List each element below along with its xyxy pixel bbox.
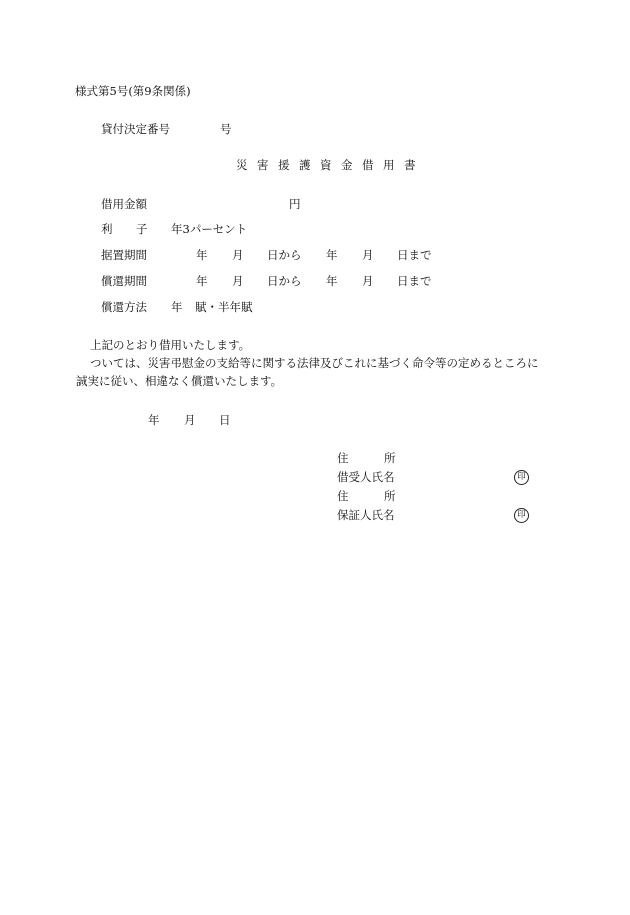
amount-label: 借用金額	[101, 197, 147, 211]
deferment-month2: 月	[362, 248, 374, 262]
decision-number-label: 貸付決定番号	[101, 122, 170, 136]
title-char: 援	[278, 158, 290, 172]
interest-label-a: 利	[101, 222, 113, 236]
document-title	[236, 160, 425, 172]
repayment-year2: 年	[326, 274, 338, 288]
repayment-month: 月	[232, 274, 244, 288]
title-char: 用	[383, 158, 395, 172]
body-line-2: ついては、災害弔慰金の支給等に関する法律及びこれに基づく命令等の定めるところに	[90, 356, 539, 370]
deferment-year: 年	[196, 248, 208, 262]
body-line-1: 上記のとおり借用いたします。	[90, 338, 251, 352]
interest-label-b: 子	[136, 222, 148, 236]
repayment-until: 日まで	[397, 274, 432, 288]
method-value-b: 賦・半年賦	[195, 300, 253, 314]
seal-mark: 印	[514, 470, 529, 485]
amount-unit: 円	[289, 197, 301, 211]
decision-number-suffix: 号	[220, 122, 232, 136]
date-year: 年	[148, 413, 160, 427]
title-char: 護	[299, 158, 311, 172]
repayment-label: 償還期間	[101, 274, 147, 288]
deferment-from: 日から	[267, 248, 302, 262]
borrower-address-label-b: 所	[384, 451, 396, 465]
deferment-month: 月	[232, 248, 244, 262]
method-value-a: 年	[171, 300, 183, 314]
guarantor-name-label: 保証人氏名	[337, 508, 395, 522]
repayment-year: 年	[196, 274, 208, 288]
title-char: 害	[257, 158, 269, 172]
seal-mark: 印	[514, 508, 529, 523]
title-char: 金	[341, 158, 353, 172]
repayment-month2: 月	[362, 274, 374, 288]
deferment-until: 日まで	[397, 248, 432, 262]
guarantor-address-label-a: 住	[337, 489, 349, 503]
title-char: 災	[236, 158, 248, 172]
repayment-from: 日から	[267, 274, 302, 288]
date-month: 月	[184, 413, 196, 427]
borrower-name-label: 借受人氏名	[337, 470, 395, 484]
title-char: 借	[362, 158, 374, 172]
deferment-year2: 年	[326, 248, 338, 262]
method-label: 償還方法	[101, 300, 147, 314]
interest-value: 年3パーセント	[171, 222, 248, 236]
title-char: 資	[320, 158, 332, 172]
body-line-3: 誠実に従い、相違なく償還いたします。	[76, 374, 283, 388]
form-reference: 様式第5号(第9条関係)	[75, 84, 191, 98]
deferment-label: 据置期間	[101, 248, 147, 262]
guarantor-address-label-b: 所	[384, 489, 396, 503]
borrower-address-label-a: 住	[337, 451, 349, 465]
date-day: 日	[219, 413, 231, 427]
title-char: 書	[404, 158, 416, 172]
